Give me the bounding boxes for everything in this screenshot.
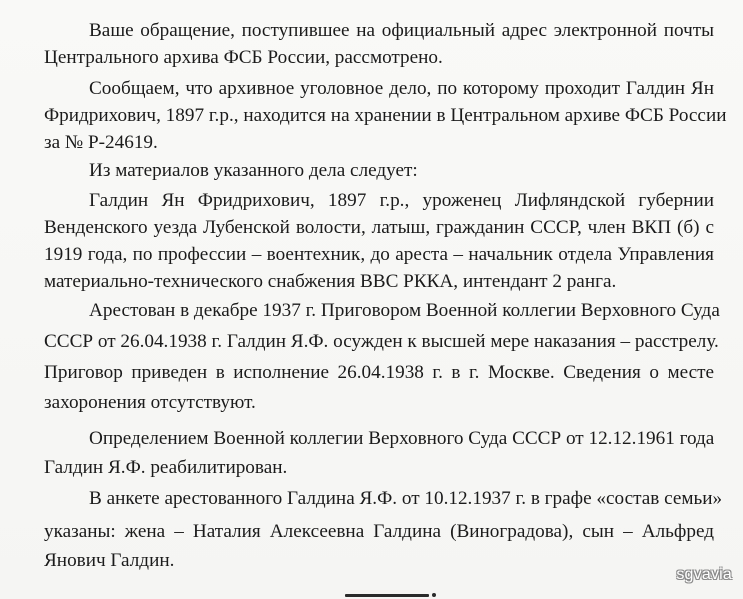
paragraph-1-line-2: Центрального архива ФСБ России, рассмотрено. [44,47,443,68]
paragraph-6-line-1: Определением Военной коллегии Верховного Суда СССР от 12.12.1961 года [89,428,715,449]
paragraph-6-line-2: Галдин Я.Ф. реабилитирован. [44,457,288,478]
paragraph-5-line-2: СССР от 26.04.1938 г. Галдин Я.Ф. осужден к высшей мере наказания – расстрелу. [44,331,719,352]
paragraph-5-line-4: захоронения отсутствуют. [44,392,256,413]
paragraph-4-line-4: материально-технического снабжения ВВС РККА, интендант 2 ранга. [44,271,617,292]
watermark: sgvavia [676,566,732,583]
paragraph-4-line-3: 1919 года, по профессии – воентехник, до ареста – начальник отдела Управления [44,244,714,265]
paragraph-2-line-3: за № Р-24619. [44,132,158,153]
signature-stroke [345,594,429,597]
signature-dot [432,593,436,597]
paragraph-7-line-2: указаны: жена – Наталия Алексеевна Галдина (Виноградова), сын – Альфред [44,521,714,542]
paragraph-2-line-1: Сообщаем, что архивное уголовное дело, по которому проходит Галдин Ян [89,78,714,99]
paragraph-1-line-1: Ваше обращение, поступившее на официальный адрес электронной почты [89,20,714,41]
paragraph-2-line-2: Фридрихович, 1897 г.р., находится на хранении в Центральном архиве ФСБ России [44,105,727,126]
paragraph-7-line-1: В анкете арестованного Галдина Я.Ф. от 10.12.1937 г. в графе «состав семьи» [89,488,723,509]
paragraph-4-line-1: Галдин Ян Фридрихович, 1897 г.р., уроженец Лифляндской губернии [89,190,714,211]
paragraph-7-line-3: Янович Галдин. [44,550,175,571]
paragraph-5-line-3: Приговор приведен в исполнение 26.04.1938 г. в г. Москве. Сведения о месте [44,362,714,383]
paragraph-5-line-1: Арестован в декабре 1937 г. Приговором Военной коллегии Верховного Суда [89,300,720,321]
paragraph-4-line-2: Венденского уезда Лубенской волости, латыш, гражданин СССР, член ВКП (б) с [44,217,714,238]
paragraph-3-line-1: Из материалов указанного дела следует: [89,160,418,181]
